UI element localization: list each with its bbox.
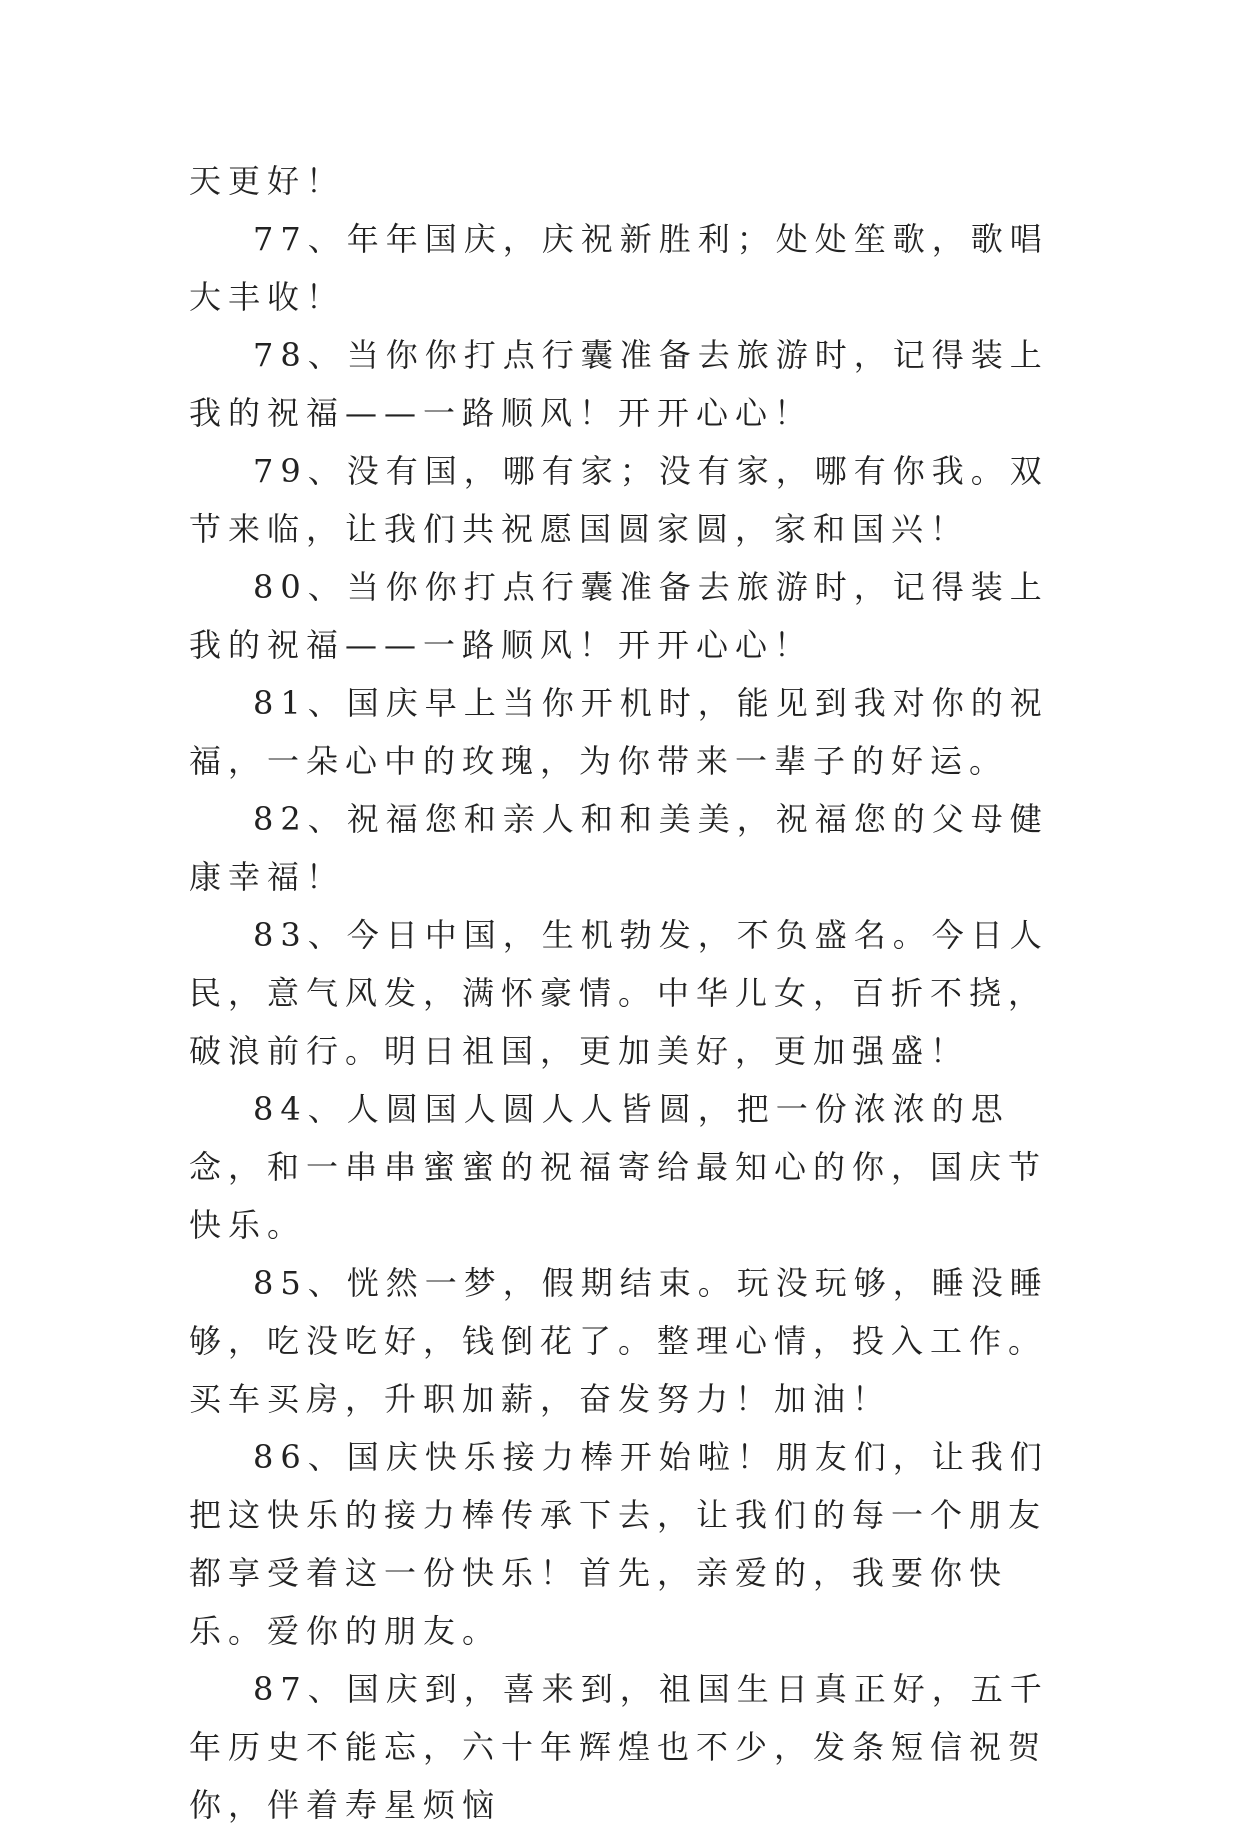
paragraph-79: 79、没有国，哪有家；没有家，哪有你我。双节来临，让我们共祝愿国圆家圆，家和国兴！	[189, 452, 1049, 548]
paragraph-86: 86、国庆快乐接力棒开始啦！朋友们，让我们把这快乐的接力棒传承下去，让我们的每一个朋友都享受着这一份快乐！首先，亲爱的，我要你快乐。爱你的朋友。	[189, 1438, 1049, 1650]
paragraph-85: 85、恍然一梦，假期结束。玩没玩够，睡没睡够，吃没吃好，钱倒花了。整理心情，投入工作。买车买房，升职加薪，奋发努力！加油！	[189, 1264, 1049, 1418]
paragraph-84: 84、人圆国人圆人人皆圆，把一份浓浓的思念，和一串串蜜蜜的祝福寄给最知心的你，国庆节快乐。	[189, 1090, 1048, 1244]
paragraph-76-continuation: 天更好！	[189, 162, 346, 200]
paragraph-87: 87、国庆到，喜来到，祖国生日真正好，五千年历史不能忘，六十年辉煌也不少，发条短信祝贺你，伴着寿星烦恼	[189, 1670, 1049, 1824]
paragraph-78: 78、当你你打点行囊准备去旅游时，记得装上我的祝福——一路顺风！开开心心！	[189, 336, 1049, 432]
paragraph-77: 77、年年国庆，庆祝新胜利；处处笙歌，歌唱大丰收！	[189, 220, 1049, 316]
paragraph-81: 81、国庆早上当你开机时，能见到我对你的祝福，一朵心中的玫瑰，为你带来一辈子的好运。	[189, 684, 1049, 780]
paragraph-80: 80、当你你打点行囊准备去旅游时，记得装上我的祝福——一路顺风！开开心心！	[189, 568, 1049, 664]
paragraph-83: 83、今日中国，生机勃发，不负盛名。今日人民，意气风发，满怀豪情。中华儿女，百折不挠，破浪前行。明日祖国，更加美好，更加强盛！	[189, 916, 1049, 1070]
paragraph-82: 82、祝福您和亲人和和美美，祝福您的父母健康幸福！	[189, 800, 1049, 896]
document-body	[189, 152, 1069, 1834]
